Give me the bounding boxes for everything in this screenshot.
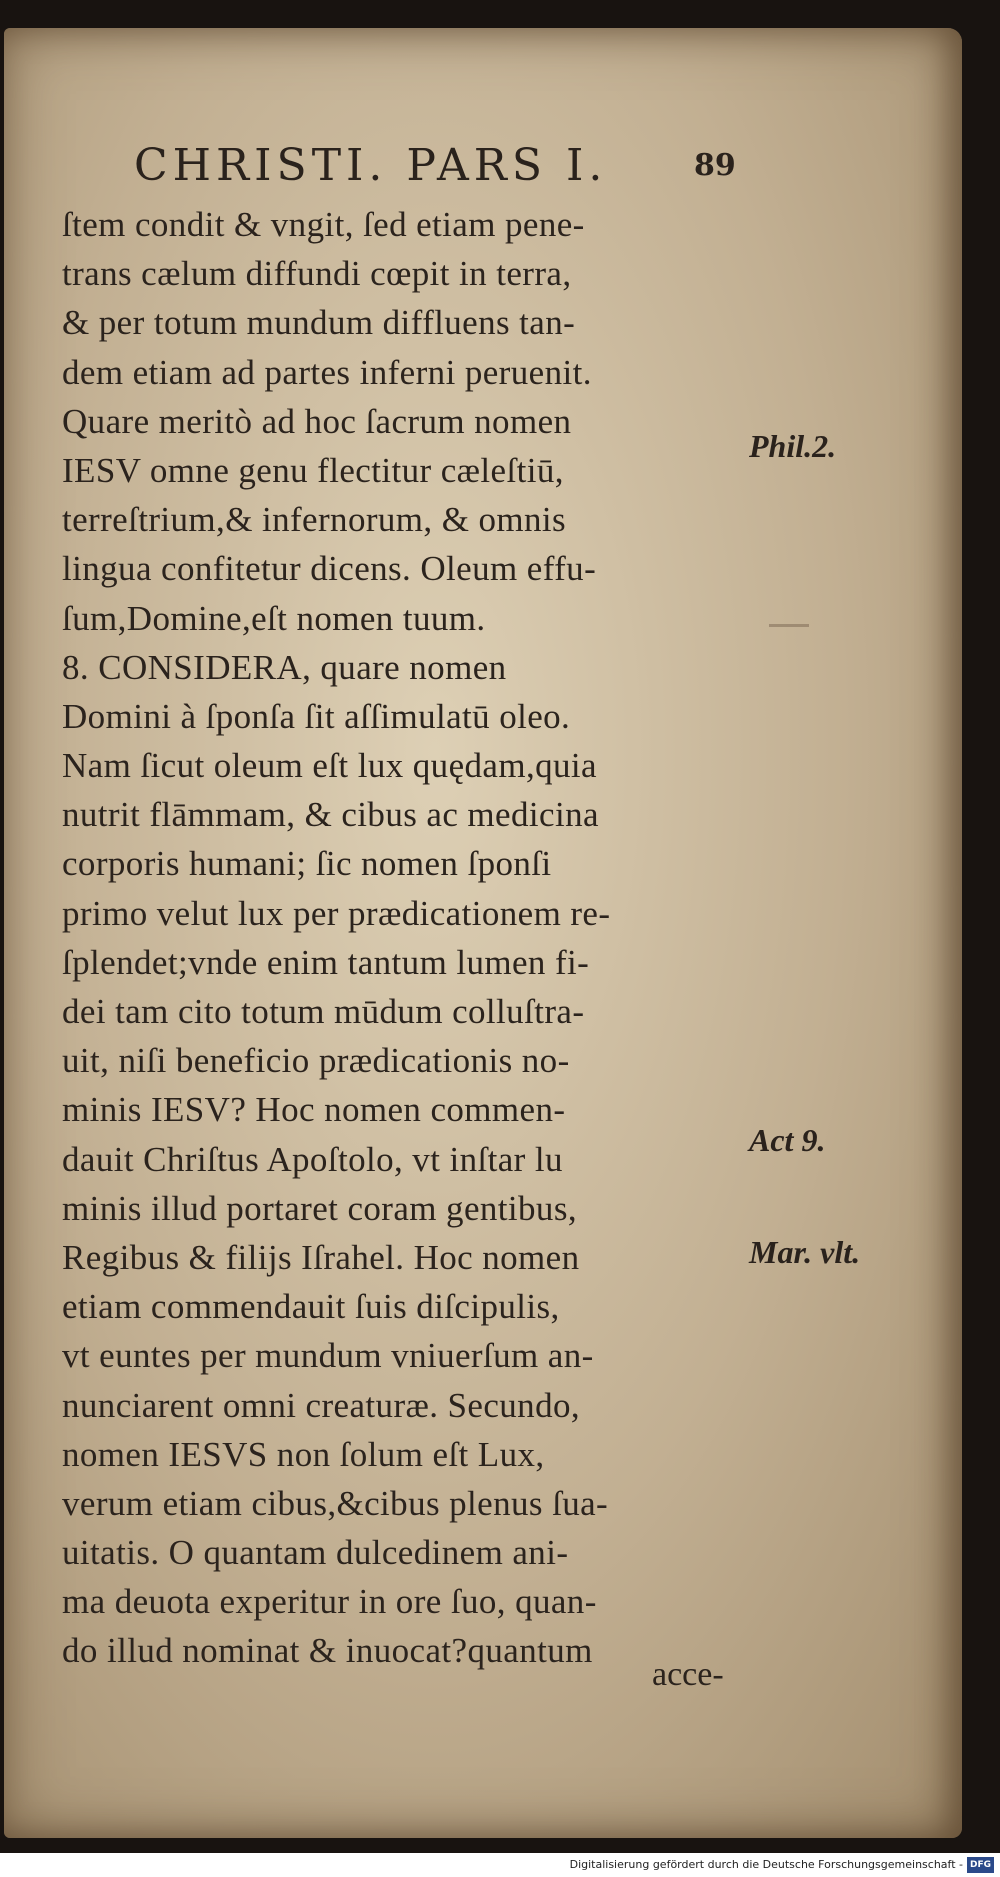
book-page [4,28,962,1838]
text-line: 8. CONSIDERA, quare nomen [62,647,507,687]
text-line: nutrit flāmmam, & cibus ac medicina [62,795,599,835]
text-line: minis illud portaret coram gentibus, [62,1188,577,1228]
catchword: acce- [652,1656,724,1693]
body-text [62,200,752,1676]
text-line: ſplendet;vnde enim tantum lumen fi- [62,942,590,982]
text-line: ma deuota experitur in ore ſuo, quan- [62,1582,597,1622]
text-line: dem etiam ad partes inferni peruenit. [62,352,592,392]
text-line: Regibus & filijs Iſrahel. Hoc nomen [62,1237,580,1277]
text-line: dauit Chriſtus Apoſtolo, vt inſtar lu [62,1139,563,1179]
paper-mark [769,624,809,627]
margin-note-mar: Mar. vlt. [749,1234,861,1270]
margin-note-act: Act 9. [749,1122,826,1158]
text-line: minis IESV? Hoc nomen commen- [62,1090,566,1130]
text-line: primo velut lux per prædicationem re- [62,893,611,933]
text-line: ſtem condit & vngit, ſed etiam pene- [62,205,585,244]
text-line: etiam commendauit ſuis diſcipulis, [62,1287,560,1327]
page-number: 89 [694,148,736,183]
running-head: CHRISTI. PARS I. [134,140,608,191]
footer-text: Digitalisierung gefördert durch die Deutsche Forschungsgemeinschaft - [569,1858,963,1871]
text-line: Domini à ſponſa ſit aſſimulatū oleo. [62,696,571,736]
margin-note-phil: Phil.2. [749,428,837,464]
text-line: Nam ſicut oleum eſt lux quędam,quia [62,746,597,786]
text-line: trans cælum diffundi cœpit in terra, [62,254,572,294]
text-line: corporis humani; ſic nomen ſponſi [62,844,552,884]
text-line: Quare meritò ad hoc ſacrum nomen [62,401,572,441]
text-line: ſum,Domine,eſt nomen tuum. [62,598,486,638]
text-line: uitatis. O quantam dulcedinem ani- [62,1533,569,1573]
text-line: uit, niſi beneficio prædicationis no- [62,1041,570,1081]
text-line: dei tam cito totum mūdum colluſtra- [62,992,585,1031]
text-line: vt euntes per mundum vniuerſum an- [62,1336,594,1376]
dfg-logo: DFG [967,1857,994,1873]
text-line: verum etiam cibus,&cibus plenus ſua- [62,1483,609,1523]
text-line: do illud nominat & inuocat?quantum [62,1631,593,1671]
text-line: nomen IESVS non ſolum eſt Lux, [62,1434,545,1474]
text-line: terreſtrium,& infernorum, & omnis [62,500,567,540]
digitization-footer [0,1853,1000,1877]
text-line: lingua confitetur dicens. Oleum effu- [62,549,597,589]
text-line: IESV omne genu flectitur cæleſtiū, [62,450,564,490]
text-line: & per totum mundum diffluens tan- [62,303,576,343]
text-line: nunciarent omni creaturæ. Secundo, [62,1385,581,1425]
